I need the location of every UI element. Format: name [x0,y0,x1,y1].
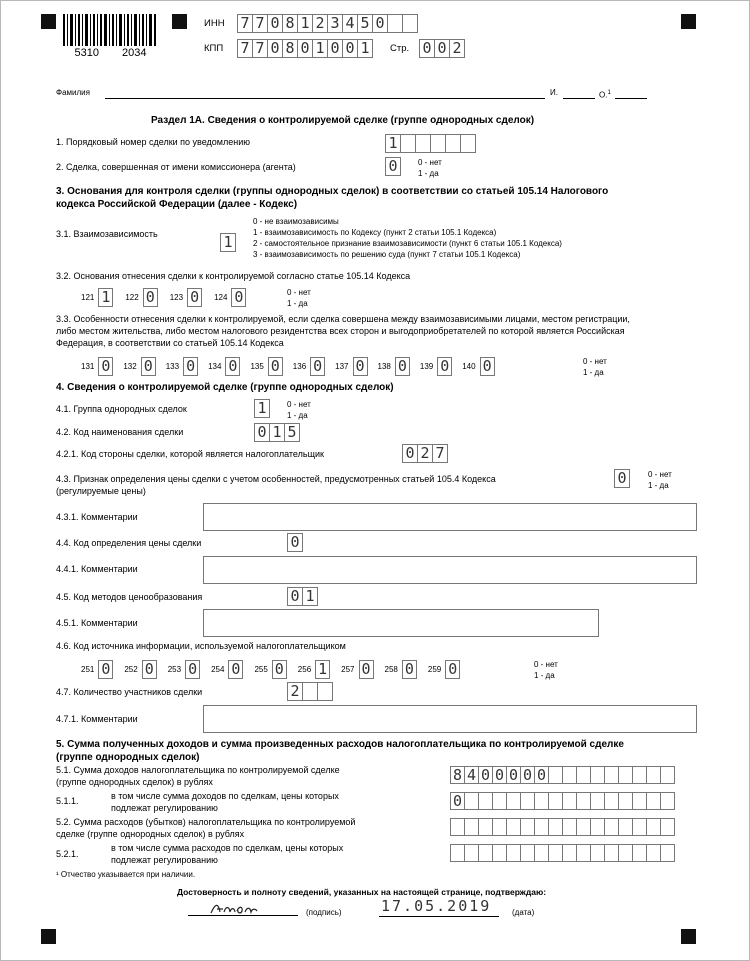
code-value-field[interactable]: 0 [141,357,156,376]
cell[interactable]: 4 [342,14,358,33]
r31-legend: 0 - не взаимозависимы 1 - взаимозависимость по Кодексу (пункт 2 статьи 105.1 Кодекса) 2 - самостоятельное признание взаимозависимости (пункт 6 статьи 105.1 Кодекса) 3 - взаимозависимость по решению суда (пункт 7 статьи 105.1 Кодекса) [253,217,562,259]
corner-marker-top-left [41,14,56,29]
cell[interactable] [632,818,647,836]
code-label: 122 [125,293,139,302]
cell[interactable] [464,792,479,810]
code-value-field[interactable]: 0 [228,660,243,679]
code-label: 133 [165,362,180,371]
code-pair [168,660,200,679]
row1-label: 1. Порядковый номер сделки по уведомлению [56,137,250,147]
cell[interactable] [576,844,591,862]
cell[interactable] [590,818,605,836]
code-label: 251 [81,665,95,674]
inn-label: ИНН [204,18,225,29]
cell[interactable] [590,792,605,810]
r51-label-line1: 5.1. Сумма доходов налогоплательщика по контролируемой сделке [56,765,340,775]
cell[interactable]: 0 [534,766,549,784]
code-pair [123,357,155,376]
cell[interactable] [400,134,416,153]
code-label: 252 [124,665,138,674]
cell[interactable]: 8 [282,14,298,33]
cell[interactable]: 1 [297,14,313,33]
cell[interactable]: 7 [252,39,268,58]
party-code-field[interactable] [402,444,447,463]
cell[interactable] [618,844,633,862]
cell[interactable]: 2 [287,682,303,701]
cell[interactable] [450,818,465,836]
kpp-label: КПП [204,43,224,54]
barcode-number-right: 2034 [122,47,147,59]
r431-comment-field[interactable] [203,503,697,531]
code-label: 258 [384,665,398,674]
code-value-field[interactable]: 0 [480,357,495,376]
cell[interactable]: 1 [312,39,328,58]
r521-label-line1: в том числе сумма расходов по сделкам, цены которых [111,843,344,853]
code-pair [462,357,494,376]
code-label: 132 [123,362,137,371]
r431-label: 4.3.1. Комментарии [56,512,138,522]
r441-comment-field[interactable] [203,556,697,584]
r33-codes[interactable] [81,357,505,376]
cell[interactable] [464,818,479,836]
cell[interactable] [478,818,493,836]
cell[interactable] [660,766,675,784]
cell[interactable] [478,844,493,862]
signature-line[interactable] [188,915,298,916]
kpp-field[interactable] [237,39,372,58]
r42-label: 4.2. Код наименования сделки [56,427,184,437]
surname-label: Фамилия [56,88,90,97]
code-value-field[interactable]: 0 [310,357,325,376]
code-value-field[interactable]: 0 [183,357,198,376]
corner-marker-bottom-right [681,929,696,944]
regulated-income-sum-field[interactable] [450,792,674,810]
code-pair [378,357,410,376]
cell[interactable] [646,792,661,810]
code-pair [170,288,202,307]
cell[interactable]: 5 [357,14,373,33]
r43-label-line2: (регулируемые цены) [56,486,146,496]
code-value-field[interactable]: 0 [231,288,246,307]
page-number-label: Стр. [390,43,410,54]
cell[interactable] [506,844,521,862]
cell[interactable] [562,766,577,784]
cell[interactable] [646,818,661,836]
cell[interactable]: 2 [312,14,328,33]
cell[interactable] [576,818,591,836]
cell[interactable] [492,792,507,810]
r43-legend: 0 - нет 1 - да [648,470,672,490]
code-value-field[interactable]: 0 [143,288,158,307]
r45-label: 4.5. Код методов ценообразования [56,592,203,602]
cell[interactable]: 0 [402,444,418,463]
cell[interactable] [430,134,446,153]
initial-o-label: О.$^1$ [599,90,611,100]
code-label: 121 [81,293,95,302]
cell[interactable]: 8 [282,39,298,58]
cell[interactable] [562,818,577,836]
cell[interactable] [632,766,647,784]
code-value-field[interactable]: 0 [445,660,460,679]
code-label: 140 [462,362,476,371]
cell[interactable]: 0 [450,792,465,810]
page-number-field[interactable] [419,39,464,58]
code-pair [385,660,417,679]
code-label: 259 [427,665,442,674]
code-label: 253 [167,665,182,674]
cell[interactable] [618,766,633,784]
code-value-field[interactable]: 0 [402,660,417,679]
confirm-text: Достоверность и полноту сведений, указанных на настоящей странице, подтверждаю: [177,887,547,897]
cell[interactable] [590,844,605,862]
code-label: 255 [254,665,268,674]
interdependence-field[interactable]: 1 [220,233,236,252]
code-label: 254 [211,665,225,674]
r471-label: 4.7.1. Комментарии [56,714,138,724]
r451-label: 4.5.1. Комментарии [56,618,138,628]
cell[interactable] [464,844,479,862]
code-pair [125,288,157,307]
code-pair [208,357,240,376]
cell[interactable] [646,844,661,862]
code-label: 124 [214,293,228,302]
date-value[interactable]: 17.05.2019 [381,897,492,915]
code-label: 257 [341,665,355,674]
corner-marker-top-center [172,14,187,29]
cell[interactable]: 1 [357,39,373,58]
code-pair [81,357,113,376]
code-label: 139 [419,362,434,371]
cell[interactable] [302,682,318,701]
r46-legend: 0 - нет 1 - да [534,660,558,680]
cell[interactable] [506,792,521,810]
cell[interactable] [632,792,647,810]
cell[interactable] [660,818,675,836]
cell[interactable] [646,766,661,784]
deal-number-field[interactable] [385,134,475,153]
r451-comment-field[interactable] [203,609,599,637]
r33-legend: 0 - нет 1 - да [583,357,607,377]
code-pair [335,357,367,376]
date-line [379,916,499,917]
code-pair [166,357,198,376]
cell[interactable] [604,818,619,836]
cell[interactable] [548,818,563,836]
surname-line[interactable] [105,98,545,99]
cell[interactable] [520,818,535,836]
cell[interactable] [562,792,577,810]
cell[interactable]: 0 [267,14,283,33]
cell[interactable]: 2 [417,444,433,463]
initial-i-line[interactable] [563,98,595,99]
code-value-field[interactable]: 0 [353,357,368,376]
cell[interactable] [520,844,535,862]
cell[interactable] [604,766,619,784]
cell[interactable] [534,792,549,810]
r46-label: 4.6. Код источника информации, используемой налогоплательщиком [56,641,346,651]
cell[interactable] [317,682,333,701]
cell[interactable]: 7 [432,444,448,463]
code-pair [428,660,460,679]
inn-field[interactable] [237,14,417,33]
cell[interactable] [534,818,549,836]
cell[interactable]: 0 [297,39,313,58]
code-value-field[interactable]: 0 [272,660,287,679]
row2-legend: 0 - нет 1 - да [418,158,442,178]
code-pair [420,357,452,376]
footnote: ¹ Отчество указывается при наличии. [56,870,196,879]
cell[interactable]: 7 [237,14,253,33]
code-label: 123 [169,293,184,302]
code-label: 131 [81,362,95,371]
code-value-field[interactable]: 0 [395,357,410,376]
cell[interactable] [618,818,633,836]
cell[interactable] [660,844,675,862]
section-3-title-line2: кодекса Российской Федерации (далее - Кодекс) [56,199,298,210]
cell[interactable] [604,792,619,810]
cell[interactable] [548,766,563,784]
r521-num: 5.2.1. [56,849,79,859]
cell[interactable] [618,792,633,810]
corner-marker-top-right [681,14,696,29]
cell[interactable] [520,792,535,810]
price-determination-code-field[interactable]: 0 [287,533,303,552]
code-value-field[interactable]: 0 [98,357,113,376]
section-3-title-line1: 3. Основания для контроля сделки (группы однородных сделок) в соответствии со статьей 105.14 Налогового [56,186,609,197]
cell[interactable] [548,792,563,810]
cell[interactable]: 0 [492,766,507,784]
r33-label-line3: Федерация, в соответствии со статьей 105.14 Кодекса [56,338,284,348]
code-label: 137 [335,362,349,371]
code-value-field[interactable]: 0 [359,660,374,679]
barcode-number [63,46,158,60]
cell[interactable]: 0 [419,39,435,58]
cell[interactable]: 0 [342,39,358,58]
cell[interactable]: 0 [267,39,283,58]
r32-codes[interactable] [81,288,258,307]
cell[interactable]: 0 [520,766,535,784]
cell[interactable] [534,844,549,862]
code-pair [293,357,325,376]
r421-label: 4.2.1. Код стороны сделки, которой является налогоплательщик [56,449,324,459]
r44-label: 4.4. Код определения цены сделки [56,538,202,548]
cell[interactable]: 7 [237,39,253,58]
code-pair [254,660,286,679]
signature-icon [209,900,259,916]
r511-num: 5.1.1. [56,796,79,806]
cell[interactable] [562,844,577,862]
cell[interactable] [576,766,591,784]
r43-label-line1: 4.3. Признак определения цены сделки с учетом особенностей, предусмотренных статьей 105.4 Кодекса [56,474,496,484]
r33-label-line2: либо местом жительства, либо местом налогового резидентства всех сторон и выгодоприобретателей по которой является Российская [56,326,625,336]
code-value-field[interactable]: 0 [142,660,157,679]
code-label: 138 [377,362,391,371]
code-value-field[interactable]: 0 [437,357,452,376]
expense-sum-field[interactable] [450,818,674,836]
cell[interactable]: 1 [385,134,401,153]
code-value-field[interactable]: 0 [98,660,113,679]
cell[interactable] [478,792,493,810]
cell[interactable]: 0 [372,14,388,33]
r511-label-line2: подлежат регулированию [111,803,218,813]
code-label: 135 [250,362,264,371]
section-1a-title: Раздел 1А. Сведения о контролируемой сделке (группе однородных сделок) [151,115,535,126]
code-pair [124,660,156,679]
section-5-title-line1: 5. Сумма полученных доходов и сумма произведенных расходов налогоплательщика по контролируемой сделке [56,739,624,750]
cell[interactable] [506,818,521,836]
income-sum-field[interactable] [450,766,674,784]
regulated-expense-sum-field[interactable] [450,844,674,862]
code-label: 136 [292,362,307,371]
code-pair [214,288,246,307]
row2-label: 2. Сделка, совершенная от имени комиссионера (агента) [56,162,296,172]
r471-comment-field[interactable] [203,705,697,733]
cell[interactable]: 0 [506,766,521,784]
r511-label-line1: в том числе сумма доходов по сделкам, цены которых [111,791,339,801]
r32-label: 3.2. Основания отнесения сделки к контролируемой согласно статье 105.14 Кодекса [56,271,411,281]
cell[interactable] [460,134,476,153]
initial-i-label: И. [550,88,558,97]
cell[interactable] [604,844,619,862]
r31-label: 3.1. Взаимозависимость [56,229,158,239]
cell[interactable] [590,766,605,784]
code-pair [81,288,113,307]
code-value-field[interactable]: 0 [268,357,283,376]
code-value-field[interactable]: 0 [185,660,200,679]
r33-label-line1: 3.3. Особенности отнесения сделки к контролируемой, если сделка совершена между взаимозависимыми лицами, местом регистрации, [56,314,630,324]
cell[interactable]: 3 [327,14,343,33]
cell[interactable]: 0 [287,587,303,606]
cell[interactable]: 0 [434,39,450,58]
r47-label: 4.7. Количество участников сделки [56,687,203,697]
participants-count-field[interactable] [287,682,332,701]
r52-label-line1: 5.2. Сумма расходов (убытков) налогоплательщика по контролируемой [56,817,356,827]
cell[interactable] [660,792,675,810]
cell[interactable] [576,792,591,810]
date-label: (дата) [512,908,535,917]
cell[interactable] [548,844,563,862]
cell[interactable] [632,844,647,862]
barcode-number-left: 5310 [74,47,99,59]
deal-name-code-field[interactable] [254,423,299,442]
cell[interactable] [492,818,507,836]
code-label: 134 [208,362,222,371]
corner-marker-bottom-left [41,929,56,944]
cell[interactable]: 2 [449,39,465,58]
r51-label-line2: (группе однородных сделок) в рублях [56,777,213,787]
cell[interactable]: 7 [252,14,268,33]
code-pair [250,357,282,376]
signature-label: (подпись) [306,908,342,917]
code-value-field[interactable]: 0 [187,288,202,307]
cell[interactable]: 5 [284,423,300,442]
section-5-title-line2: (группе однородных сделок) [56,752,200,763]
cell[interactable] [387,14,403,33]
code-pair [81,660,113,679]
cell[interactable]: 0 [254,423,270,442]
cell[interactable]: 8 [450,766,465,784]
r41-legend: 0 - нет 1 - да [287,400,311,420]
code-pair [341,660,373,679]
pricing-method-code-field[interactable] [287,587,317,606]
cell[interactable]: 0 [327,39,343,58]
r52-label-line2: сделке (группе однородных сделок) в рублях [56,829,245,839]
code-value-field[interactable]: 0 [225,357,240,376]
r441-label: 4.4.1. Комментарии [56,564,138,574]
code-value-field[interactable]: 1 [98,288,113,307]
r46-codes[interactable] [81,660,471,679]
regulated-price-field[interactable]: 0 [614,469,630,488]
code-label: 256 [297,665,312,674]
commissioner-deal-field[interactable]: 0 [385,157,401,176]
cell[interactable] [450,844,465,862]
cell[interactable] [492,844,507,862]
section-4-title: 4. Сведения о контролируемой сделке (группе однородных сделок) [56,382,394,393]
initial-o-line[interactable] [615,98,647,99]
cell[interactable]: 1 [269,423,285,442]
cell[interactable]: 1 [302,587,318,606]
code-pair [298,660,330,679]
cell[interactable]: 4 [464,766,479,784]
cell[interactable]: 0 [478,766,493,784]
homogeneous-group-field[interactable]: 1 [254,399,270,418]
code-pair [211,660,243,679]
r521-label-line2: подлежат регулированию [111,855,218,865]
cell[interactable] [415,134,431,153]
code-value-field[interactable]: 1 [315,660,330,679]
cell[interactable] [445,134,461,153]
cell[interactable] [402,14,418,33]
r41-label: 4.1. Группа однородных сделок [56,404,187,414]
r32-legend: 0 - нет 1 - да [287,288,311,308]
